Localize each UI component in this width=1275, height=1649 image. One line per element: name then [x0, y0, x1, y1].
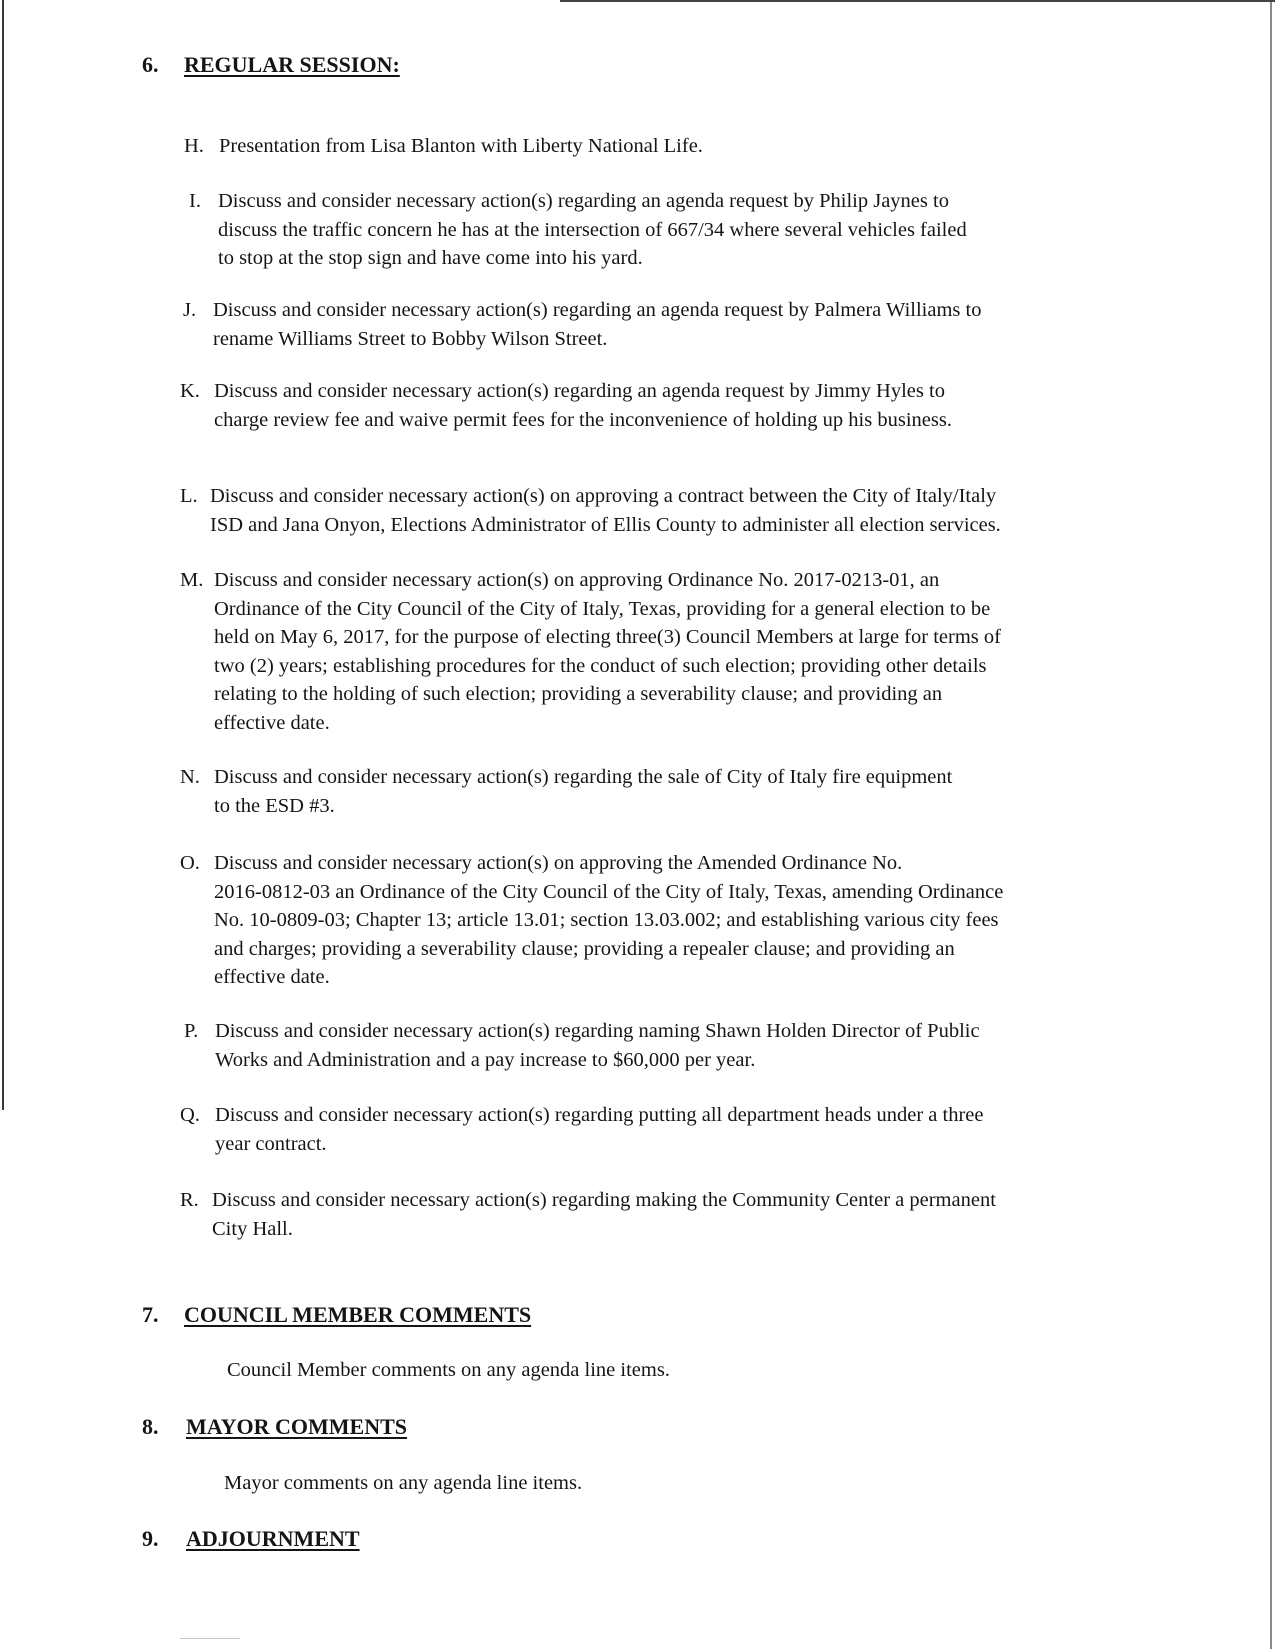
item-letter: N. [180, 766, 200, 788]
item-letter: R. [180, 1189, 199, 1211]
item-line: Discuss and consider necessary action(s) regarding naming Shawn Holden Director of Public [215, 1020, 980, 1042]
section-heading-adjournment [142, 1526, 360, 1552]
item-line: two (2) years; establishing procedures for the conduct of such election; providing other details [214, 654, 987, 677]
item-line: Works and Administration and a pay increase to $60,000 per year. [215, 1048, 756, 1071]
item-line: Discuss and consider necessary action(s) regarding the sale of City of Italy fire equipment [214, 766, 953, 788]
scan-mark-bottom [180, 1638, 240, 1639]
item-line: ISD and Jana Onyon, Elections Administrator of Ellis County to administer all election services. [210, 513, 1001, 536]
item-line: effective date. [214, 711, 330, 734]
item-line: Discuss and consider necessary action(s) regarding an agenda request by Palmera Williams to [213, 299, 982, 321]
item-letter: Q. [180, 1104, 200, 1126]
section-heading-council-comments [142, 1302, 531, 1328]
item-line: Presentation from Lisa Blanton with Liberty National Life. [219, 135, 703, 157]
section-title: REGULAR SESSION: [184, 52, 400, 77]
item-text [214, 763, 952, 820]
item-letter: M. [180, 569, 204, 591]
item-line: and charges; providing a severability clause; providing a repealer clause; and providing an [214, 937, 955, 960]
item-line: No. 10-0809-03; Chapter 13; article 13.01; section 13.03.002; and establishing various city fees [214, 909, 999, 931]
item-line: relating to the holding of such election; providing a severability clause; and providing an [214, 683, 943, 705]
scan-edge-top [560, 0, 1275, 2]
item-line: charge review fee and waive permit fees for the inconvenience of holding up his business. [214, 408, 952, 431]
section-title: ADJOURNMENT [186, 1526, 360, 1551]
item-line: 2016-0812-03 an Ordinance of the City Council of the City of Italy, Texas, amending Ordinance [214, 880, 1004, 903]
item-line: Discuss and consider necessary action(s) on approving a contract between the City of Italy/Italy [210, 485, 997, 507]
item-line: discuss the traffic concern he has at the intersection of 667/34 where several vehicles failed [218, 218, 967, 241]
section-title: MAYOR COMMENTS [186, 1414, 408, 1439]
item-line: rename Williams Street to Bobby Wilson Street. [213, 327, 608, 350]
item-text [219, 132, 703, 161]
item-line: effective date. [214, 966, 330, 988]
item-line: Discuss and consider necessary action(s) regarding making the Community Center a permanent [212, 1189, 996, 1211]
item-letter: I. [189, 190, 201, 212]
item-text [210, 482, 1001, 539]
item-text [213, 296, 981, 353]
item-line: year contract. [215, 1132, 327, 1155]
section-number: 6. [142, 52, 159, 77]
section-number: 7. [142, 1302, 159, 1327]
item-line: Discuss and consider necessary action(s) on approving Ordinance No. 2017-0213-01, an [214, 569, 940, 591]
item-line: Discuss and consider necessary action(s) regarding an agenda request by Jimmy Hyles to [214, 380, 945, 402]
section-heading-regular-session [142, 52, 400, 78]
item-letter: P. [184, 1020, 199, 1042]
item-letter: L. [180, 485, 198, 507]
item-text [214, 849, 1003, 992]
section-heading-mayor-comments [142, 1414, 407, 1440]
item-line: Discuss and consider necessary action(s) regarding putting all department heads under a three [215, 1104, 984, 1126]
item-letter: O. [180, 852, 200, 874]
item-line: Discuss and consider necessary action(s) on approving the Amended Ordinance No. [214, 852, 903, 874]
section-title: COUNCIL MEMBER COMMENTS [184, 1302, 532, 1327]
council-comments-text: Council Member comments on any agenda line items. [227, 1359, 670, 1381]
item-letter: H. [184, 135, 204, 157]
scan-edge-right [1270, 0, 1272, 1649]
section-number: 9. [142, 1526, 159, 1551]
mayor-comments-text: Mayor comments on any agenda line items. [224, 1472, 583, 1494]
item-line: held on May 6, 2017, for the purpose of electing three(3) Council Members at large for terms of [214, 626, 1001, 648]
item-text [214, 566, 1001, 737]
item-line: to stop at the stop sign and have come into his yard. [218, 247, 643, 269]
item-line: City Hall. [212, 1217, 293, 1240]
item-line: Ordinance of the City Council of the City of Italy, Texas, providing for a general election to be [214, 597, 991, 620]
item-letter: J. [183, 299, 197, 321]
item-letter: K. [180, 380, 200, 402]
item-text [215, 1101, 983, 1158]
scan-edge-left [2, 0, 4, 1110]
item-text [212, 1186, 996, 1243]
item-text [218, 187, 967, 273]
item-text [214, 377, 952, 434]
item-text [215, 1017, 980, 1074]
item-line: to the ESD #3. [214, 794, 335, 817]
section-number: 8. [142, 1414, 159, 1439]
item-line: Discuss and consider necessary action(s) regarding an agenda request by Philip Jaynes to [218, 190, 949, 212]
